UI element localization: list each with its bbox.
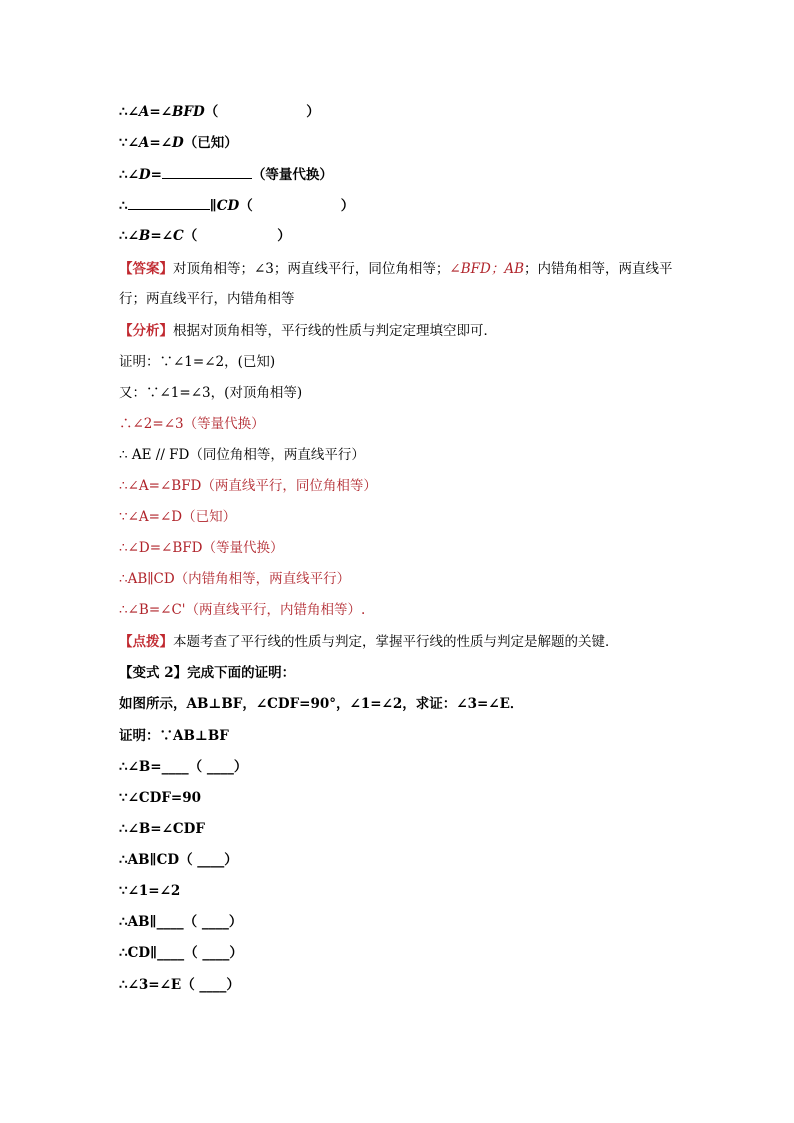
text: ∴∠ xyxy=(119,104,139,120)
proof-line-1 xyxy=(119,102,320,122)
variant-line xyxy=(119,726,229,746)
comment-tag: 【点拨】 xyxy=(119,634,173,650)
answer-line-2 xyxy=(119,289,295,309)
solution-line xyxy=(119,414,265,434)
solution-line xyxy=(119,352,275,372)
text: A xyxy=(138,135,150,151)
answer-text-red: ∠BFD；AB xyxy=(449,261,524,277)
text: ∴∠B=∠C'（两直线平行，内错角相等）. xyxy=(119,602,366,618)
variant-line xyxy=(119,757,247,777)
solution-line xyxy=(119,507,236,527)
variant-statement xyxy=(119,694,523,714)
proof-line-4 xyxy=(119,195,354,216)
solution-line xyxy=(119,476,377,496)
text: ∴AB∥____（ ____） xyxy=(119,914,243,930)
answer-blank[interactable] xyxy=(128,195,210,210)
solution-line xyxy=(119,538,283,558)
text: 证明：∵AB⊥BF xyxy=(119,728,229,744)
variant-line xyxy=(119,975,240,995)
variant-line xyxy=(119,881,180,901)
variant-line xyxy=(119,943,243,963)
analysis-text: 根据对顶角相等，平行线的性质与判定定理填空即可． xyxy=(173,323,497,339)
solution-line xyxy=(119,600,365,620)
text: ∴AB∥CD（内错角相等，两直线平行） xyxy=(119,571,351,587)
variant-line xyxy=(119,850,238,870)
text: ∵∠1=∠2 xyxy=(119,883,181,899)
text: CD xyxy=(216,198,240,214)
variant-title xyxy=(119,663,295,683)
text: ∴∠B=____（ ____） xyxy=(119,759,248,775)
answer-blank[interactable] xyxy=(162,164,252,179)
text: ∴ xyxy=(119,198,128,214)
text: 【变式 2】完成下面的证明： xyxy=(119,665,296,681)
proof-line-5 xyxy=(119,226,291,246)
text: C xyxy=(172,228,184,244)
text: ∥ xyxy=(209,198,217,214)
text: ∵∠CDF=90 xyxy=(119,790,202,806)
answer-line-1 xyxy=(119,259,673,279)
proof-line-2 xyxy=(119,133,238,153)
variant-line xyxy=(119,788,201,808)
text: D xyxy=(172,135,184,151)
answer-text: ；内错角相等，两直线平 xyxy=(524,261,673,277)
text: ∴∠ xyxy=(119,228,139,244)
comment-text: 本题考查了平行线的性质与判定，掌握平行线的性质与判定是解题的关键． xyxy=(173,634,619,650)
answer-text: 对顶角相等；∠3；两直线平行，同位角相等； xyxy=(173,261,450,277)
text: 又：∵∠1=∠3，(对顶角相等) xyxy=(119,385,303,401)
variant-line xyxy=(119,819,205,839)
text: （已知） xyxy=(183,135,238,151)
text: = xyxy=(150,167,162,183)
text: A xyxy=(138,104,150,120)
text: ∴∠ xyxy=(119,167,139,183)
text: ∴∠D=∠BFD（等量代换） xyxy=(119,540,284,556)
text: ∴∠B=∠CDF xyxy=(119,821,205,837)
text: ∴∠2=∠3（等量代换） xyxy=(119,416,265,432)
text: ∵∠ xyxy=(119,135,139,151)
proof-line-3 xyxy=(119,164,333,185)
text: ∴∠A=∠BFD（两直线平行，同位角相等） xyxy=(119,478,377,494)
text: ∴ AE // FD（同位角相等，两直线平行） xyxy=(119,447,365,463)
text: =∠ xyxy=(149,135,173,151)
analysis-line xyxy=(119,321,497,341)
text: ∴CD∥____（ ____） xyxy=(119,945,243,961)
text: ） xyxy=(306,104,320,120)
comment-line xyxy=(119,632,619,652)
text: ） xyxy=(277,228,291,244)
text: =∠ xyxy=(149,104,173,120)
text: D xyxy=(138,167,151,183)
variant-line xyxy=(119,912,242,932)
answer-tag: 【答案】 xyxy=(119,261,173,277)
analysis-tag: 【分析】 xyxy=(119,323,173,339)
text: （ xyxy=(239,198,253,214)
text: ） xyxy=(340,198,355,214)
text: ∴∠3=∠E（ ____） xyxy=(119,977,240,993)
text: （ xyxy=(204,104,219,120)
text: 证明：∵∠1=∠2，(已知) xyxy=(119,354,276,370)
text: ∴AB∥CD（ ____） xyxy=(119,852,238,868)
answer-text: 行；两直线平行，内错角相等 xyxy=(119,291,295,307)
text: （ xyxy=(183,228,198,244)
text: （等量代换） xyxy=(251,167,333,183)
solution-line xyxy=(119,445,365,465)
text: B xyxy=(138,228,151,244)
text: =∠ xyxy=(150,228,173,244)
text: ∵∠A=∠D（已知） xyxy=(119,509,237,525)
solution-line xyxy=(119,383,302,403)
text: BFD xyxy=(172,104,205,120)
solution-line xyxy=(119,569,350,589)
text: 如图所示，AB⊥BF，∠CDF=90°，∠1=∠2，求证：∠3=∠E． xyxy=(119,696,524,712)
